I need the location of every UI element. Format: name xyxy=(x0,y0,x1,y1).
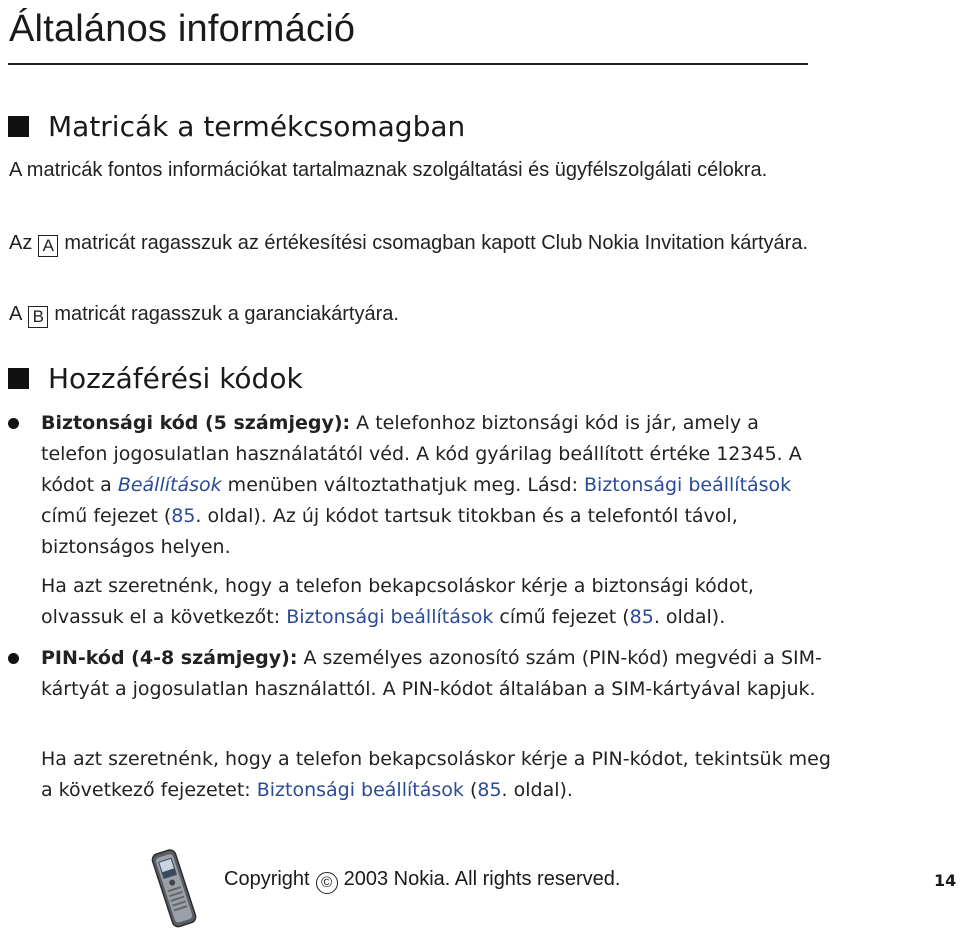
stickers-intro: A matricák fontos információkat tartalmaznak szolgáltatási és ügyfélszolgálati célokra. xyxy=(9,159,768,181)
security-code-item xyxy=(41,408,831,563)
sticker-a-box: A xyxy=(38,235,58,257)
pin-note-text-2: ( xyxy=(463,779,478,801)
security-settings-link[interactable]: Biztonsági beállítások xyxy=(256,779,464,801)
sticker-a-post: matricát ragasszuk az értékesítési csomagban kapott Club Nokia Invitation kártyára. xyxy=(64,232,809,254)
section-heading-text: Matricák a termékcsomagban xyxy=(48,110,466,143)
section-heading-text: Hozzáférési kódok xyxy=(48,362,303,395)
sticker-b-post: matricát ragasszuk a garanciakártyára. xyxy=(54,303,399,325)
security-code-text-3: című fejezet ( xyxy=(41,505,172,527)
title-rule xyxy=(8,63,808,65)
copyright-pre: Copyright xyxy=(224,868,310,890)
page-number: 14 xyxy=(934,871,957,890)
security-code-note xyxy=(41,571,831,633)
copyright-notice xyxy=(224,868,620,894)
pin-note-text-3: . oldal). xyxy=(501,779,573,801)
pin-code-note xyxy=(41,744,831,806)
security-settings-link[interactable]: Biztonsági beállítások xyxy=(286,606,494,628)
sticker-b-box: B xyxy=(28,306,48,328)
security-settings-link[interactable]: Biztonsági beállítások xyxy=(584,474,792,496)
page-ref-link[interactable]: 85 xyxy=(629,606,654,628)
settings-menu-link[interactable]: Beállítások xyxy=(117,474,222,496)
security-code-label: Biztonsági kód (5 számjegy): xyxy=(41,412,351,434)
bullet-dot-icon xyxy=(8,418,19,429)
security-code-text-4: . oldal). Az új kódot tartsuk titokban és a telefontól távol, biztonságos helyen. xyxy=(41,505,738,558)
bullet-dot-icon xyxy=(8,653,19,664)
page-ref-link[interactable]: 85 xyxy=(171,505,196,527)
square-icon xyxy=(8,368,29,389)
pin-code-item xyxy=(41,643,831,705)
security-code-text-1: A telefonhoz biztonsági kód is jár, amely a telefon jogosulatlan használatától véd. A kód gyárilag beállított értéke 12345. A kódot a xyxy=(41,412,802,496)
security-note-text-3: . oldal). xyxy=(653,606,726,628)
pin-note-text-1: Ha azt szeretnénk, hogy a telefon bekapcsoláskor kérje a PIN-kódot, tekintsük meg a következő fejezetet: xyxy=(41,748,831,801)
copyright-symbol: © xyxy=(316,872,338,894)
section-heading-stickers xyxy=(8,110,465,143)
copyright-post: 2003 Nokia. All rights reserved. xyxy=(343,868,621,890)
page-ref-link[interactable]: 85 xyxy=(477,779,502,801)
pin-code-text-1: A személyes azonosító szám (PIN-kód) megvédi a SIM-kártyát a jogosulatlan használattól. A PIN-kódot általában a SIM-kártyával kapjuk. xyxy=(41,647,822,700)
pin-code-label: PIN-kód (4-8 számjegy): xyxy=(41,647,298,669)
chapter-title: Általános információ xyxy=(9,8,356,50)
security-code-text-2: menüben változtathatjuk meg. Lásd: xyxy=(221,474,585,496)
security-note-text-2: című fejezet ( xyxy=(493,606,630,628)
square-icon xyxy=(8,116,29,137)
sticker-b-pre: A xyxy=(9,303,23,325)
sticker-b-paragraph xyxy=(9,299,809,329)
sticker-a-pre: Az xyxy=(9,232,33,254)
sticker-a-paragraph xyxy=(9,228,809,258)
section-heading-access-codes xyxy=(8,362,303,395)
security-note-text-1: Ha azt szeretnénk, hogy a telefon bekapcsoláskor kérje a biztonsági kódot, olvassuk el a következőt: xyxy=(41,575,754,628)
phone-icon xyxy=(140,848,210,928)
